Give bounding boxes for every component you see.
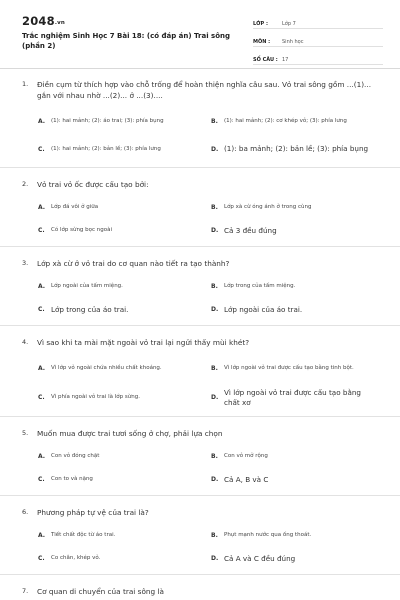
question-text-row bbox=[0, 247, 400, 269]
question-text: Muốn mua được trai tươi sống ở chợ, phải lựa chọn bbox=[37, 429, 223, 438]
option-text: Vì phía ngoài vỏ trai là lớp sừng. bbox=[51, 394, 140, 400]
option-text: Phụt mạnh nước qua ống thoát. bbox=[224, 532, 312, 538]
question-number: 1. bbox=[22, 80, 29, 88]
question-item bbox=[0, 496, 400, 575]
question-item bbox=[0, 417, 400, 496]
option-text: Lớp đá vôi ở giữa bbox=[51, 204, 99, 210]
question-item bbox=[0, 326, 400, 417]
option-letter: B. bbox=[211, 365, 218, 372]
question-text-row bbox=[0, 326, 400, 348]
option-text: Lớp ngoài của áo trai. bbox=[224, 304, 303, 314]
option-letter: C. bbox=[38, 227, 45, 234]
option-text: Lớp ngoài của tấm miệng. bbox=[51, 283, 123, 289]
answer-option[interactable] bbox=[38, 298, 211, 321]
option-letter: C. bbox=[38, 476, 45, 483]
answer-option[interactable] bbox=[38, 219, 211, 242]
meta-row-class bbox=[253, 14, 383, 29]
answer-option[interactable] bbox=[211, 524, 384, 547]
question-text: Phương pháp tự vệ của trai là? bbox=[37, 508, 149, 517]
meta-row-subject bbox=[253, 32, 383, 47]
option-text: (1): ba mảnh; (2): bản lề; (3): phía bụng bbox=[224, 144, 369, 153]
question-text: Vì sao khi ta mài mặt ngoài vỏ trai lại ngửi thấy mùi khét? bbox=[37, 338, 250, 347]
answer-option[interactable] bbox=[211, 547, 384, 570]
question-number: 6. bbox=[22, 508, 29, 516]
answer-option[interactable] bbox=[211, 219, 384, 242]
option-letter: A. bbox=[38, 532, 46, 539]
answer-options bbox=[0, 348, 400, 412]
quiz-meta bbox=[253, 14, 383, 68]
meta-label: MÔN : bbox=[253, 39, 271, 45]
header bbox=[0, 0, 400, 69]
answer-option[interactable] bbox=[38, 107, 211, 135]
question-item bbox=[0, 247, 400, 326]
meta-value: Sinh học bbox=[282, 39, 304, 45]
answer-option[interactable] bbox=[38, 383, 211, 412]
option-text: Con vỏ mở rộng bbox=[224, 453, 268, 459]
option-text: Con vỏ đóng chặt bbox=[51, 453, 100, 459]
option-letter: C. bbox=[38, 555, 45, 562]
meta-row-count bbox=[253, 50, 383, 65]
question-number: 3. bbox=[22, 259, 29, 267]
meta-label: SỐ CÂU : bbox=[253, 57, 278, 63]
option-letter: C. bbox=[38, 306, 45, 313]
answer-option[interactable] bbox=[38, 445, 211, 468]
question-text: Lớp xà cừ ở vỏ trai do cơ quan nào tiết ra tạo thành? bbox=[37, 259, 230, 268]
option-letter: D. bbox=[211, 306, 219, 313]
answer-options bbox=[0, 269, 400, 321]
answer-option[interactable] bbox=[211, 196, 384, 219]
answer-option[interactable] bbox=[38, 354, 211, 383]
meta-value: Lớp 7 bbox=[282, 21, 296, 27]
answer-options bbox=[0, 101, 400, 163]
option-text: (1): hai mảnh; (2): áo trai; (3): phía bụng bbox=[51, 117, 164, 124]
question-list bbox=[0, 68, 400, 600]
option-letter: B. bbox=[211, 283, 218, 290]
option-text: Vì lớp vỏ ngoài chứa nhiều chất khoáng. bbox=[51, 365, 162, 371]
question-text-row bbox=[0, 575, 400, 597]
question-item bbox=[0, 575, 400, 600]
option-text: Lớp trong của áo trai. bbox=[51, 304, 129, 314]
option-text: Cả A, B và C bbox=[224, 474, 269, 484]
meta-value: 17 bbox=[282, 57, 289, 63]
option-letter: A. bbox=[38, 117, 46, 125]
option-letter: D. bbox=[211, 476, 219, 483]
option-letter: A. bbox=[38, 453, 46, 460]
answer-option[interactable] bbox=[38, 135, 211, 163]
answer-option[interactable] bbox=[38, 275, 211, 298]
option-letter: C. bbox=[38, 394, 45, 401]
question-item bbox=[0, 68, 400, 168]
question-item bbox=[0, 168, 400, 247]
option-text: Lớp trong của tấm miệng. bbox=[224, 283, 296, 289]
answer-option[interactable] bbox=[38, 468, 211, 491]
answer-option[interactable] bbox=[211, 354, 384, 383]
option-letter: B. bbox=[211, 117, 218, 125]
option-text: Lớp xà cừ óng ánh ở trong cùng bbox=[224, 204, 312, 210]
answer-option[interactable] bbox=[38, 196, 211, 219]
question-text: Cơ quan di chuyển của trai sông là bbox=[37, 587, 164, 596]
answer-option[interactable] bbox=[211, 445, 384, 468]
question-text-row bbox=[0, 68, 400, 101]
option-letter: D. bbox=[211, 555, 219, 562]
site-logo[interactable] bbox=[22, 14, 65, 28]
option-text: (1): hai mảnh; (2): cơ khép vỏ; (3): phía lưng bbox=[224, 117, 347, 124]
option-letter: A. bbox=[38, 204, 46, 211]
option-text: Vì lớp ngoài vỏ trai được cấu tạo bằng chất xơ bbox=[224, 387, 361, 407]
logo-main: 2048 bbox=[22, 14, 55, 28]
answer-option[interactable] bbox=[38, 547, 211, 570]
question-number: 4. bbox=[22, 338, 29, 346]
option-letter: D. bbox=[211, 394, 219, 401]
page-title: Trắc nghiệm Sinh Học 7 Bài 18: (có đáp án) Trai sông (phần 2) bbox=[22, 32, 231, 50]
option-text: Co chân, khép vỏ. bbox=[51, 555, 101, 561]
answer-option[interactable] bbox=[211, 383, 384, 412]
answer-option[interactable] bbox=[211, 107, 384, 135]
option-text: Cả A và C đều đúng bbox=[224, 553, 296, 563]
logo-tld: .vn bbox=[54, 20, 66, 26]
answer-option[interactable] bbox=[211, 135, 384, 163]
option-text: Vì lớp ngoài vỏ trai được cấu tạo bằng tinh bột. bbox=[224, 365, 354, 371]
option-text: Có lớp sừng bọc ngoài bbox=[51, 227, 113, 233]
option-text: Cả 3 đều đúng bbox=[224, 225, 277, 235]
option-letter: B. bbox=[211, 204, 218, 211]
answer-options bbox=[0, 518, 400, 570]
answer-option[interactable] bbox=[38, 524, 211, 547]
option-letter: A. bbox=[38, 283, 46, 290]
answer-option[interactable] bbox=[211, 468, 384, 491]
question-text-row bbox=[0, 168, 400, 190]
option-text: Con to và nặng bbox=[51, 476, 93, 482]
option-letter: D. bbox=[211, 227, 219, 234]
question-number: 5. bbox=[22, 429, 29, 437]
option-letter: B. bbox=[211, 532, 218, 539]
option-letter: D. bbox=[211, 145, 219, 153]
option-letter: C. bbox=[38, 145, 45, 153]
question-text: Vỏ trai vỏ ốc được cấu tạo bởi: bbox=[37, 180, 149, 189]
question-text-row bbox=[0, 417, 400, 439]
question-text: Điền cụm từ thích hợp vào chỗ trống để hoàn thiện nghĩa câu sau. Vỏ trai sông gồm ...(1)... gắn với nhau nhờ ...(2)... ở ...(3).... bbox=[37, 80, 372, 100]
answer-option[interactable] bbox=[211, 298, 384, 321]
question-number: 7. bbox=[22, 587, 29, 595]
question-number: 2. bbox=[22, 180, 29, 188]
meta-label: LỚP : bbox=[253, 21, 268, 27]
answer-options bbox=[0, 439, 400, 491]
option-letter: B. bbox=[211, 453, 218, 460]
option-letter: A. bbox=[38, 365, 46, 372]
question-text-row bbox=[0, 496, 400, 518]
answer-options bbox=[0, 190, 400, 242]
option-text: Tiết chất độc từ áo trai. bbox=[51, 532, 116, 538]
option-text: (1): hai mảnh; (2): bản lề; (3): phía lưng bbox=[51, 145, 161, 152]
answer-option[interactable] bbox=[211, 275, 384, 298]
